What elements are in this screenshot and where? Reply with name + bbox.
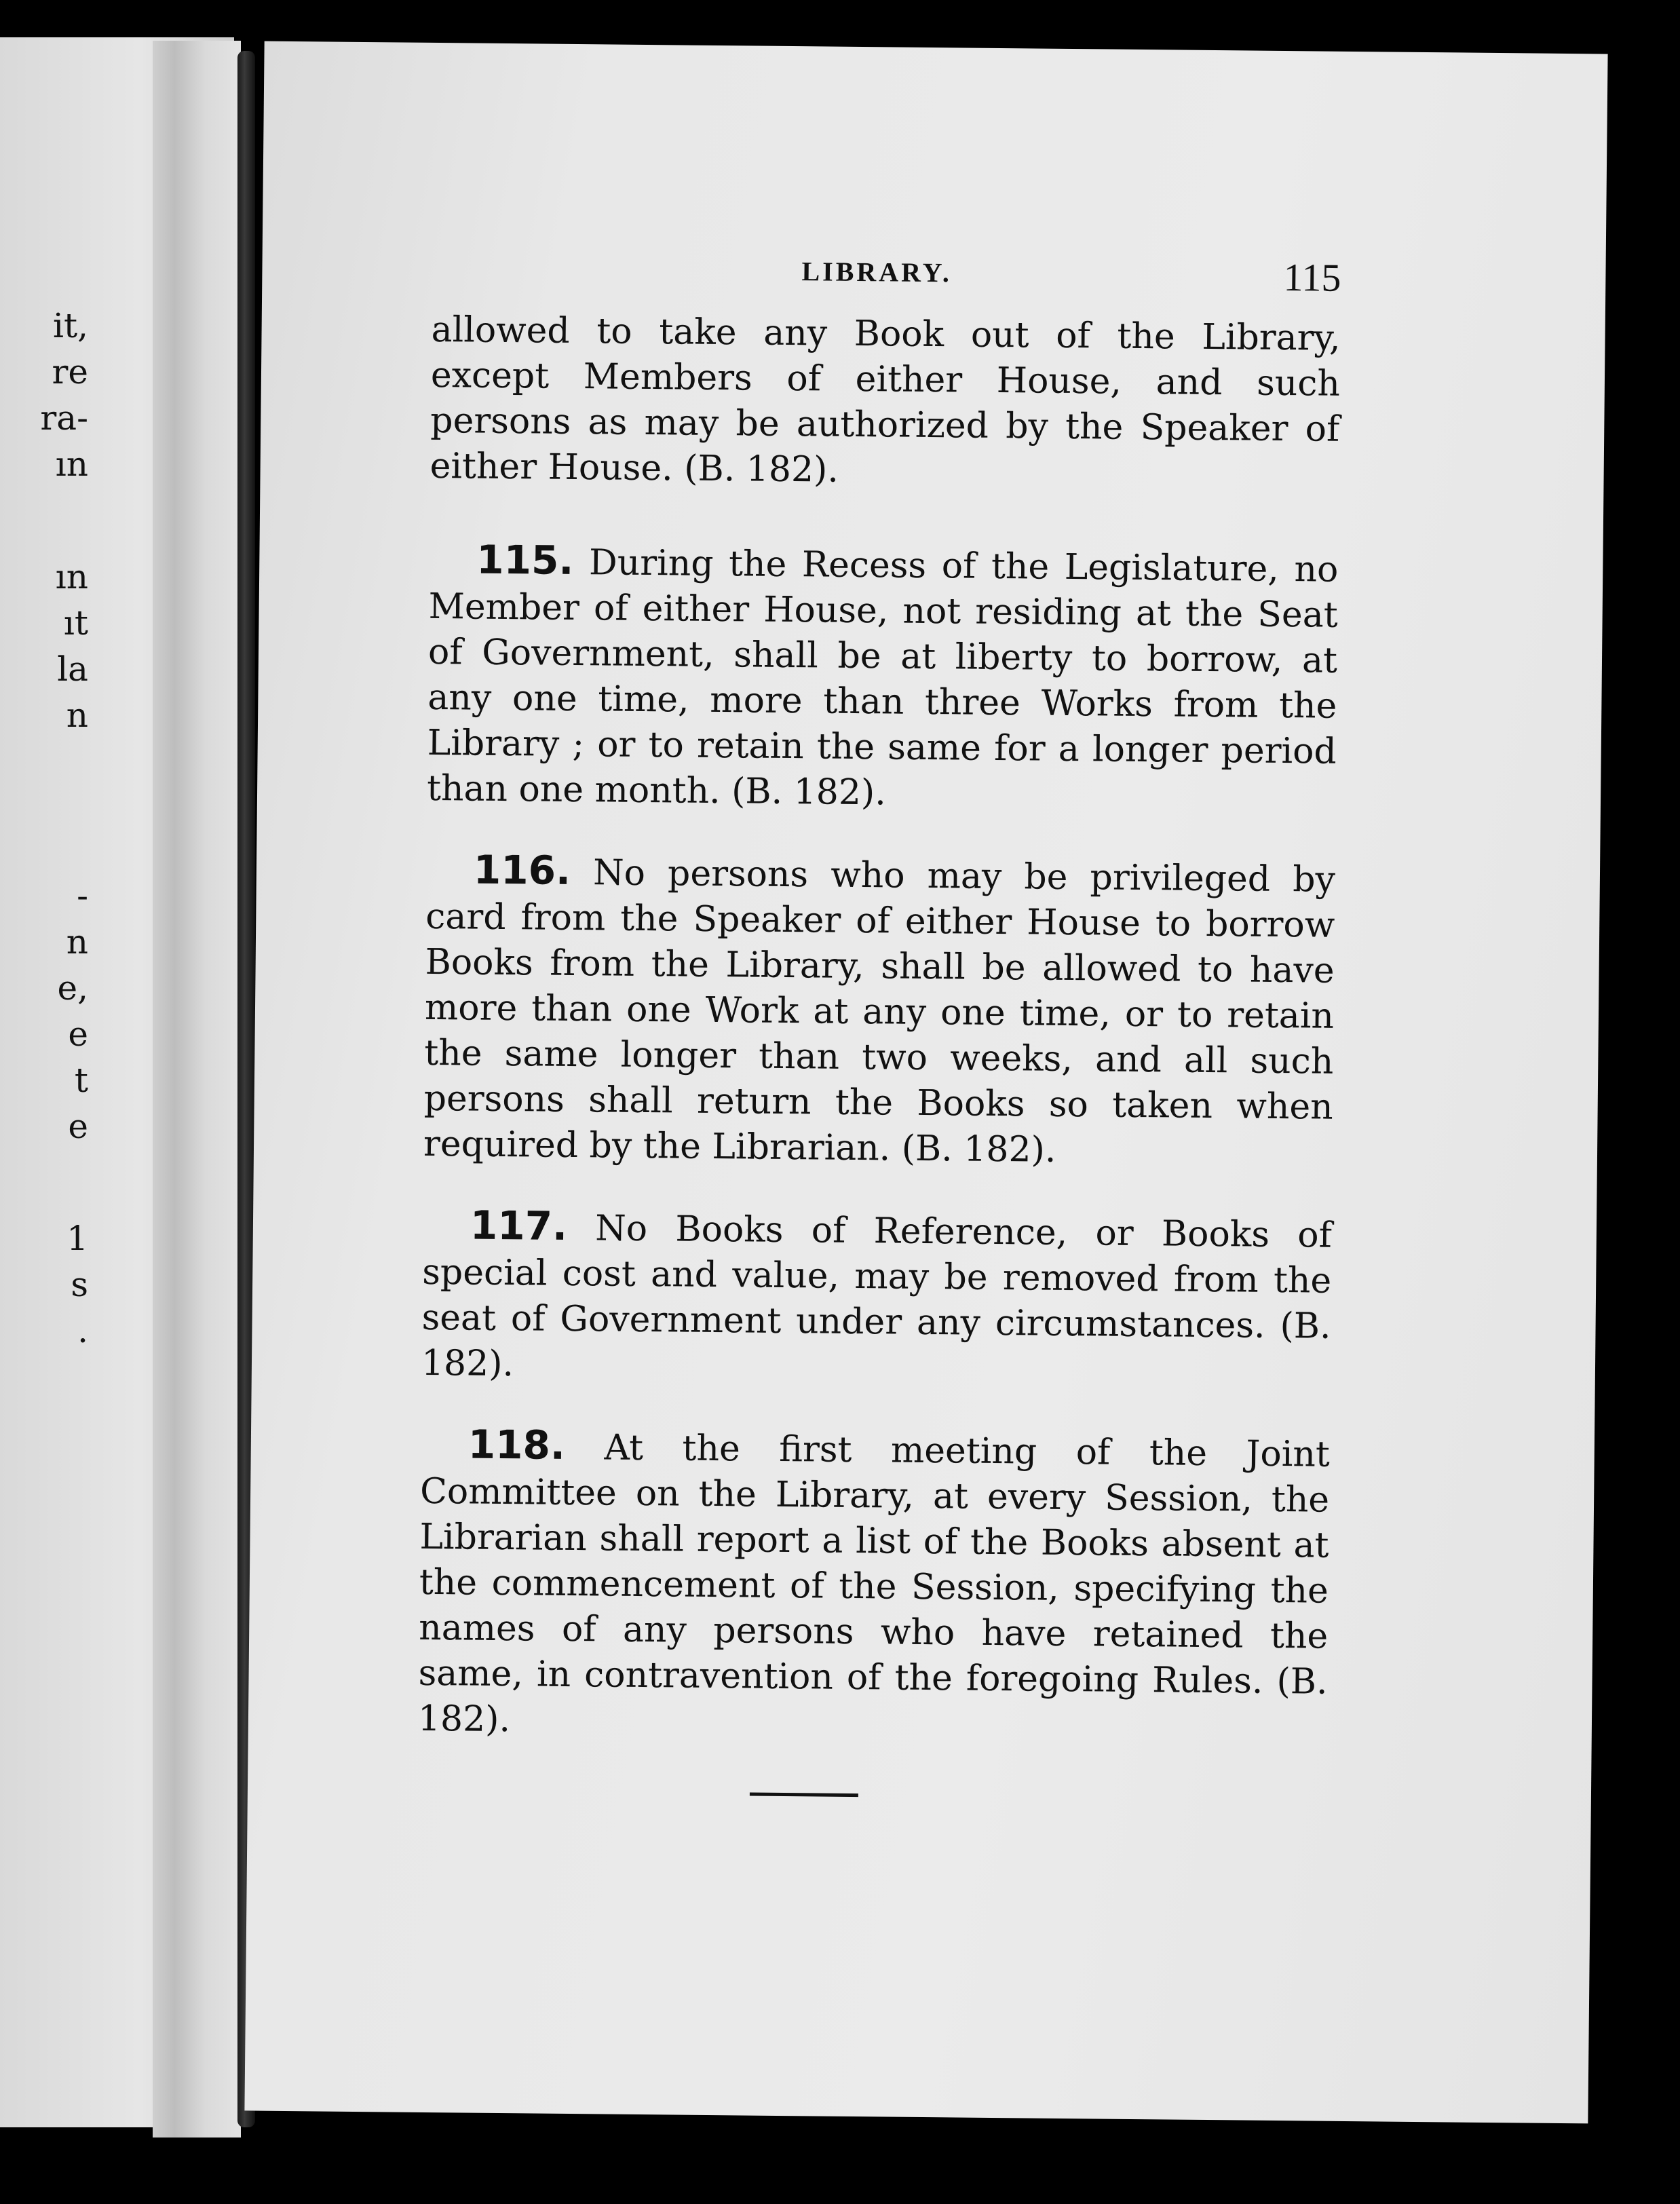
- left-fragment: re: [52, 352, 88, 392]
- running-head: [432, 246, 1341, 316]
- rule-number: 118.: [467, 1421, 566, 1468]
- scan-frame-edge: [1618, 0, 1680, 2204]
- left-fragment: n: [66, 922, 88, 962]
- left-fragment: n: [66, 696, 88, 735]
- left-fragment: la: [57, 649, 88, 689]
- left-fragment: ıt: [63, 603, 88, 643]
- closing-rule: [750, 1793, 858, 1798]
- rule-number: 117.: [470, 1202, 568, 1249]
- left-fragment: e: [68, 1014, 88, 1054]
- rule-paragraph-115: [427, 537, 1339, 820]
- rule-paragraph-116: [423, 847, 1335, 1176]
- paragraph-text: No persons who may be privileged by card from the Speaker of either House to borrow Books from the Library, shall be allowed to have more than one Work at any one time, or to retain the same longer than two weeks, and all such persons shall return the Books so taken when required by the Librarian. (B. 182).: [423, 852, 1336, 1171]
- rule-paragraph-118: [418, 1422, 1330, 1751]
- book-gutter: [153, 41, 241, 2138]
- paragraph-text: allowed to take any Book out of the Library, except Members of either House, and such persons as may be authorized by the Speaker of either House. (B. 182).: [429, 309, 1341, 491]
- left-fragment: e,: [57, 968, 88, 1008]
- left-fragment: ın: [55, 444, 88, 484]
- paragraph-continued: [429, 307, 1341, 498]
- left-fragment: .: [77, 1311, 88, 1350]
- page-content: [417, 246, 1341, 1802]
- rule-paragraph-117: [421, 1202, 1333, 1395]
- paragraph-text: At the first meeting of the Joint Committee on the Library, at every Session, the Librarian shall report a list of the Books absent at the commencement of the Session, specifying the names of any persons who have retained the same, in contravention of the foregoing Rules. (B. 182).: [417, 1427, 1331, 1741]
- left-fragment: ra-: [40, 398, 88, 438]
- rule-number: 116.: [473, 846, 571, 894]
- left-fragment: s: [71, 1265, 88, 1304]
- right-page: [244, 41, 1607, 2124]
- left-fragment: it,: [53, 306, 88, 345]
- left-fragment: e: [68, 1107, 88, 1146]
- left-fragment: 1: [66, 1219, 88, 1258]
- left-fragment: -: [77, 876, 88, 915]
- rule-number: 115.: [476, 536, 574, 584]
- paragraph-text: No Books of Reference, or Books of special cost and value, may be removed from the seat of Government under any circumstances. (B. 182).: [421, 1208, 1333, 1385]
- left-fragment: t: [74, 1061, 88, 1100]
- paragraph-text: During the Recess of the Legislature, no Member of either House, not residing at the Seat of Government, shall be at liberty to borrow, at any one time, more than three Works from the Library ; or to retain the same for a longer period than one month. (B. 182).: [426, 542, 1339, 814]
- left-fragment: ın: [55, 557, 88, 596]
- page-number: 115: [1283, 255, 1341, 300]
- running-head-title: LIBRARY.: [801, 256, 953, 288]
